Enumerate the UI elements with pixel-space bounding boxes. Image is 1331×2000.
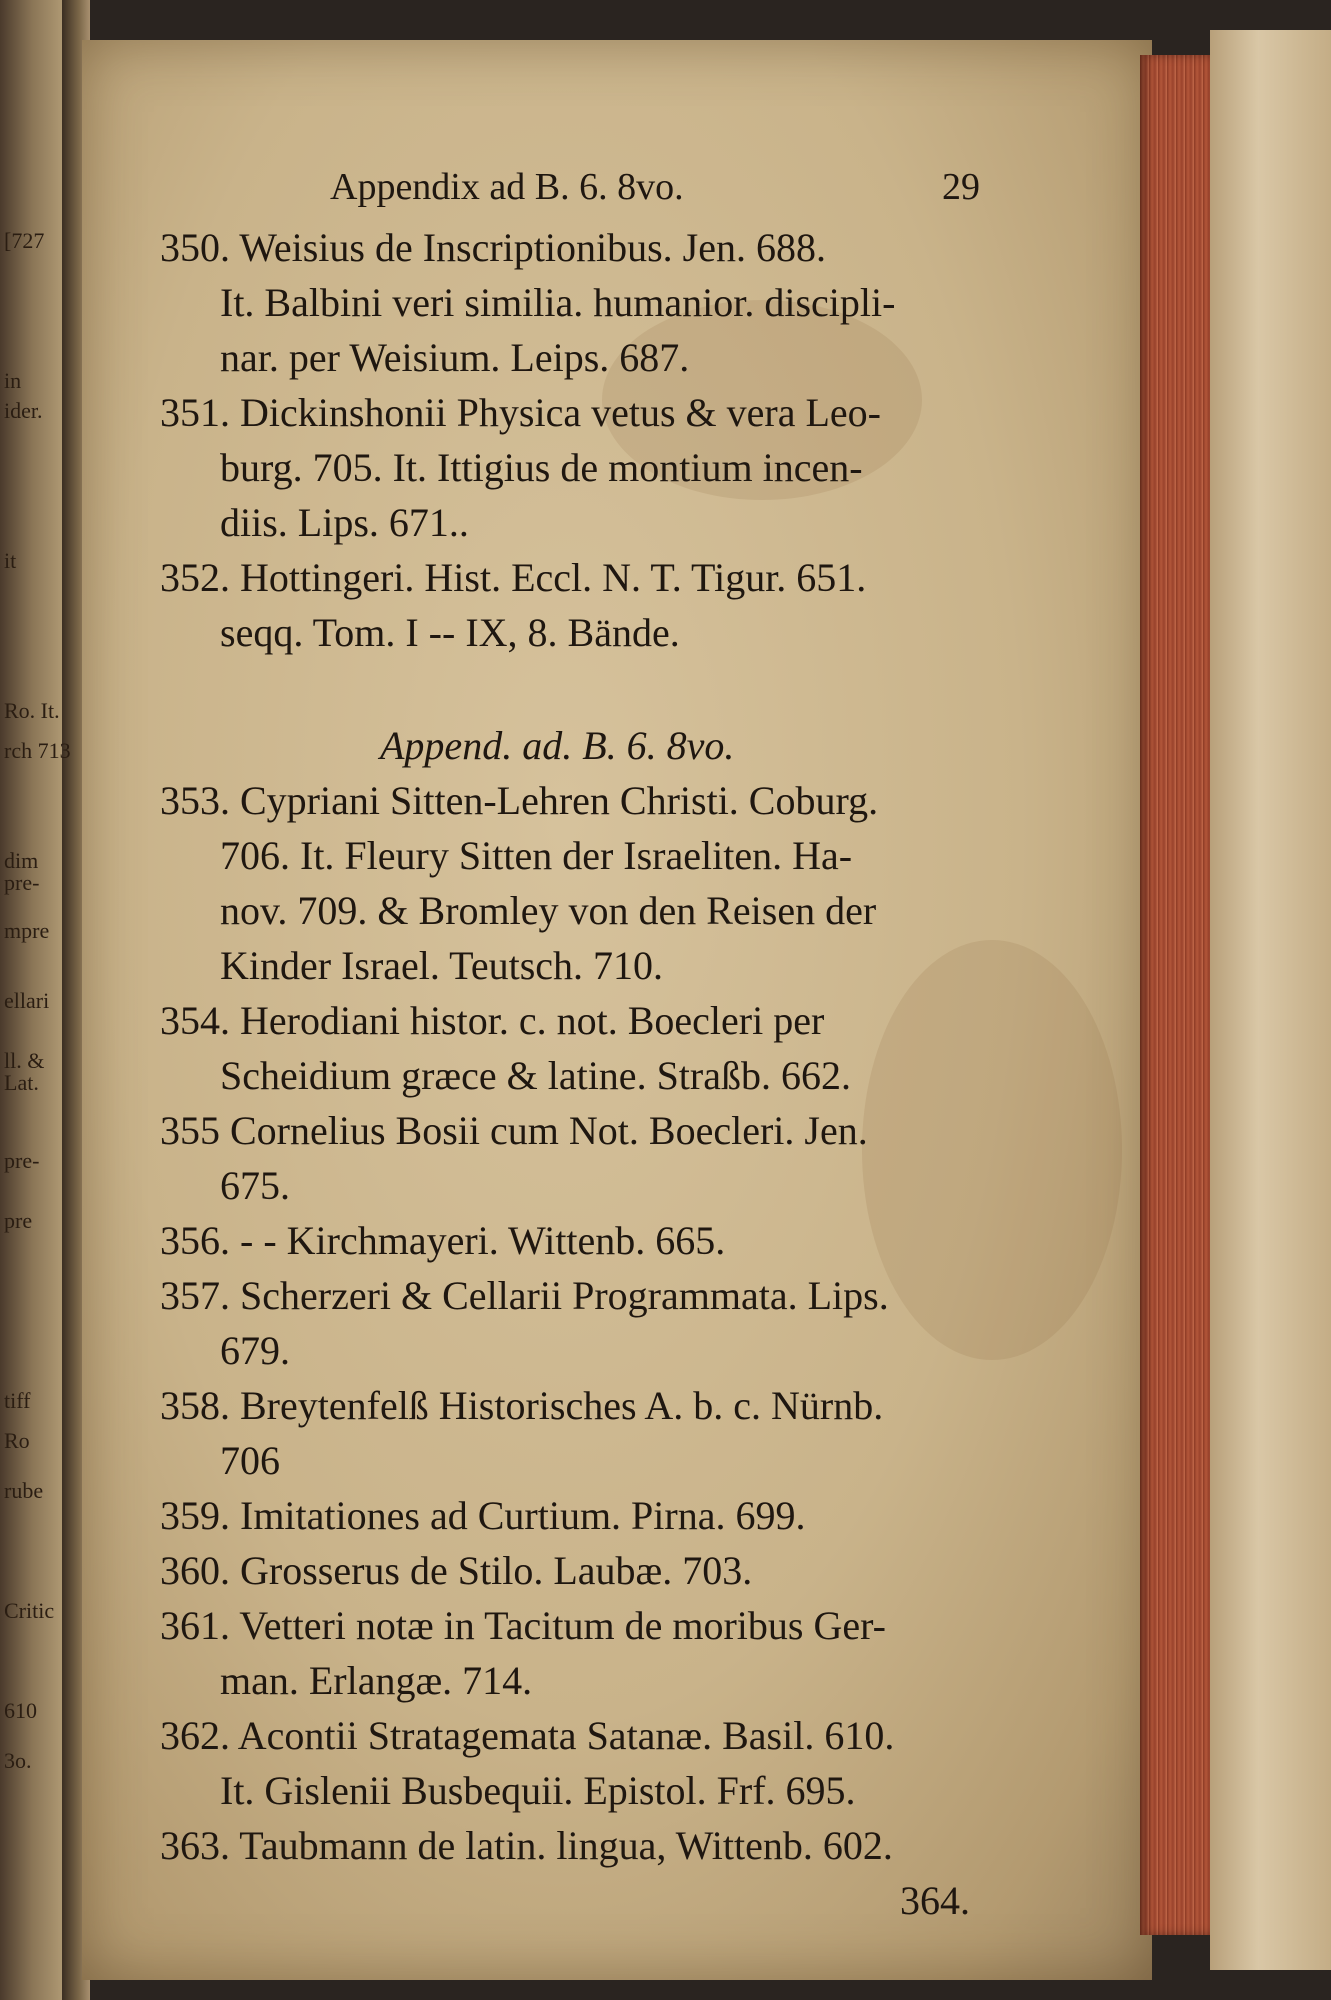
facing-page-fragment: rube [4,1478,44,1503]
facing-page-fragment: Ro. It. [4,698,60,723]
entry-line: 360. Grosserus de Stilo. Laubæ. 703. [160,1548,753,1593]
entry-line: 706 [220,1438,280,1483]
facing-page-fragment: rch 713 [4,738,71,763]
facing-page-fragment: tiff [4,1388,31,1413]
facing-page-fragment: ellari [4,988,50,1013]
catchword: 364. [900,1878,970,1923]
entry-line: diis. Lips. 671.. [220,500,469,545]
entry-line: 359. Imitationes ad Curtium. Pirna. 699. [160,1493,806,1538]
entry-line: It. Gislenii Busbequii. Epistol. Frf. 695. [220,1768,856,1813]
entry-line: 354. Herodiani histor. c. not. Boecleri per [160,998,825,1043]
entry-line: 355 Cornelius Bosii cum Not. Boecleri. Jen. [160,1108,868,1153]
facing-page-fragment: [727 [4,228,45,253]
facing-page-fragment: ider. [4,398,43,423]
entry-line: 353. Cypriani Sitten-Lehren Christi. Coburg. [160,778,879,823]
section-subheading: Append. ad. B. 6. 8vo. [380,723,735,768]
entry-line: Kinder Israel. Teutsch. 710. [220,943,664,988]
book-cover-edge [1210,30,1331,1970]
facing-page-fragment: Ro [4,1428,30,1453]
entry-line: 362. Acontii Stratagemata Satanæ. Basil. 610. [160,1713,895,1758]
facing-page-fragment: dim pre- [4,848,40,895]
facing-page-fragment: Critic [4,1598,55,1623]
entry-line: man. Erlangæ. 714. [220,1658,533,1703]
entry-line: 679. [220,1328,290,1373]
entry-line: 351. Dickinshonii Physica vetus & vera Leo- [160,390,881,435]
page-text-block [160,160,980,1928]
entry-line: Scheidium græce & latine. Straßb. 662. [220,1053,851,1098]
entry-line: 358. Breytenfelß Historisches A. b. c. Nürnb. [160,1383,884,1428]
entry-line: 361. Vetteri notæ in Tacitum de moribus Ger- [160,1603,886,1648]
facing-page-fragment: 3o. [4,1748,32,1773]
entry-line: nov. 709. & Bromley von den Reisen der [220,888,877,933]
entry-line: 363. Taubmann de latin. lingua, Wittenb. 602. [160,1823,893,1868]
facing-page-fragment: pre [4,1208,33,1233]
facing-page-fragment: mpre [4,918,50,943]
entry-line: 350. Weisius de Inscriptionibus. Jen. 688. [160,225,826,270]
facing-page-fragment: 610 [4,1698,37,1723]
entry-line: 706. It. Fleury Sitten der Israeliten. Ha- [220,833,853,878]
red-fore-edge [1140,55,1210,1935]
entry-line: seqq. Tom. I -- IX, 8. Bände. [220,610,680,655]
facing-page-fragment: it [4,548,17,573]
entry-line: 352. Hottingeri. Hist. Eccl. N. T. Tigur. 651. [160,555,867,600]
entry-list [160,773,980,1873]
entry-line: burg. 705. It. Ittigius de montium incen- [220,445,863,490]
facing-page-fragment: ll. & Lat. [4,1048,45,1095]
running-header [160,160,980,220]
entry-line: It. Balbini veri similia. humanior. discipli- [220,280,896,325]
page-number: 29 [942,166,980,208]
facing-page-fragment: pre- [4,1148,40,1173]
entry-line: nar. per Weisium. Leips. 687. [220,335,690,380]
entry-line: 356. - - Kirchmayeri. Wittenb. 665. [160,1218,726,1263]
header-title: Appendix ad B. 6. 8vo. [330,166,684,208]
entry-line: 675. [220,1163,290,1208]
entry-line: 357. Scherzeri & Cellarii Programmata. Lips. [160,1273,889,1318]
entry-list [160,220,980,660]
facing-page-fragment: in [4,368,22,393]
